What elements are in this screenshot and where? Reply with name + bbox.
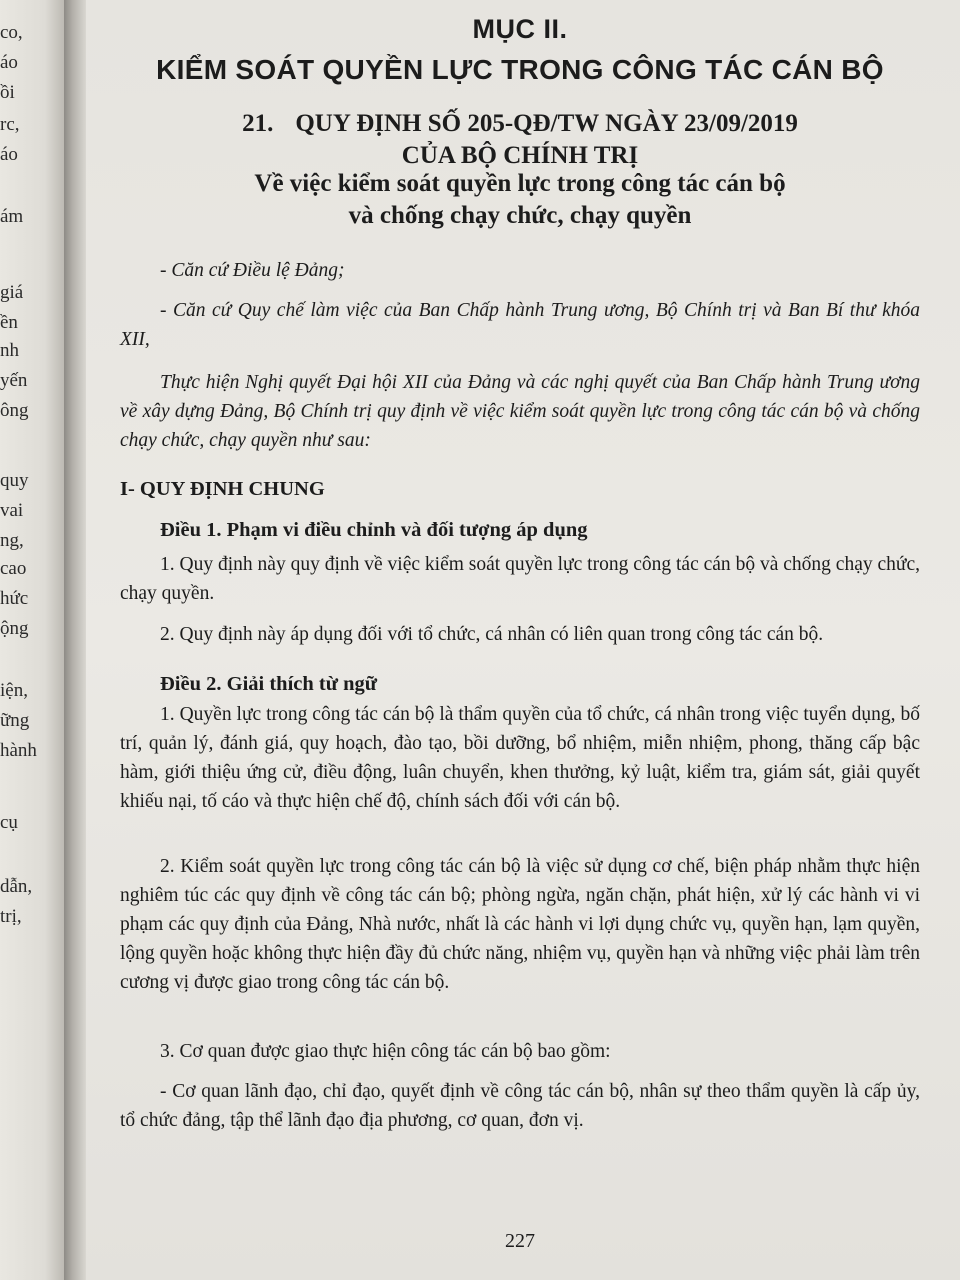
article-1-heading: Điều 1. Phạm vi điều chỉnh và đối tượng áp dụng [160,519,588,541]
facing-page-text-fragment: co, [0,22,23,43]
facing-page-text-fragment: ững [0,710,30,731]
facing-page-text-fragment: iện, [0,680,28,701]
regulation-subtitle-line2: và chống chạy chức, chạy quyền [348,202,692,229]
page-number: 227 [505,1230,535,1252]
book-page [86,0,960,1280]
facing-page-text-fragment: ng, [0,530,24,551]
regulation-subtitle-line1: Về việc kiểm soát quyền lực trong công tác cán bộ [254,170,786,197]
regulation-title-line1: QUY ĐỊNH SỐ 205-QĐ/TW NGÀY 23/09/2019 [295,110,798,137]
facing-page-text-fragment: cao [0,558,27,579]
article-2-clause-2: 2. Kiểm soát quyền lực trong công tác cán bộ là việc sử dụng cơ chế, biện pháp nhằm thực hiện nghiêm túc các quy định về công tác cán bộ; phòng ngừa, ngăn chặn, phát hiện, xử lý các hành vi vi phạm các quy định của Đảng, Nhà nước, nhất là các hành vi lợi dụng chức vụ, quyền hạn, lạm quyền, lộng quyền hoặc không thực hiện đầy đủ chức năng, nhiệm vụ, quyền hạn và những việc phải làm trên cương vị được giao trong công tác cán bộ. [120,856,920,993]
facing-page-text-fragment: ồi [0,82,15,103]
facing-page-text-fragment: dẫn, [0,876,33,897]
book-gutter [64,0,86,1280]
preamble-implementation: Thực hiện Nghị quyết Đại hội XII của Đảng và các nghị quyết của Ban Chấp hành Trung ương về xây dựng Đảng, Bộ Chính trị quy định về việc kiểm soát quyền lực trong công tác cán bộ và chống chạy chức, chạy quyền như sau: [120,372,920,451]
facing-page-text-fragment: cụ [0,812,18,833]
facing-page-text-fragment: rc, [0,114,20,135]
article-2-clause-3-item: - Cơ quan lãnh đạo, chỉ đạo, quyết định về công tác cán bộ, nhân sự theo thẩm quyền là cấp ủy, tổ chức đảng, tập thể lãnh đạo địa phương, cơ quan, đơn vị. [120,1081,920,1131]
facing-page-text-fragment: ông [0,400,29,421]
article-2-clause-1: 1. Quyền lực trong công tác cán bộ là thẩm quyền của tổ chức, cá nhân trong việc tuyển dụng, bố trí, quản lý, đánh giá, quy hoạch, đào tạo, bồi dưỡng, bổ nhiệm, miễn nhiệm, phong, thăng cấp bậc hàm, giới thiệu ứng cử, điều động, luân chuyển, khen thưởng, kỷ luật, kiểm tra, giám sát, giải quyết khiếu nại, tố cáo và thực hiện chế độ, chính sách đối với cán bộ. [120,704,920,812]
article-2-heading: Điều 2. Giải thích từ ngữ [160,673,378,695]
article-1-clause-2: 2. Quy định này áp dụng đối với tổ chức, cá nhân có liên quan trong công tác cán bộ. [160,624,824,645]
regulation-number: 21. [242,110,274,137]
facing-page-text-fragment: hức [0,588,29,609]
facing-page-text-fragment: vai [0,500,24,521]
chapter-heading: I- QUY ĐỊNH CHUNG [120,478,325,500]
regulation-subtitle [120,168,920,232]
facing-page-text-fragment: ám [0,206,24,227]
facing-page-text-fragment: áo [0,52,18,73]
facing-page-edge [0,0,64,1280]
regulation-title-line2: CỦA BỘ CHÍNH TRỊ [401,142,639,169]
facing-page-text-fragment: trị, [0,906,22,927]
facing-page-text-fragment: áo [0,144,18,165]
facing-page-text-fragment: nh [0,340,19,361]
facing-page-text-fragment: giá [0,282,24,303]
facing-page-text-fragment: hành [0,740,37,761]
section-label: MỤC II. [472,14,568,44]
article-2-clause-3: 3. Cơ quan được giao thực hiện công tác cán bộ bao gồm: [160,1041,611,1062]
regulation-title [120,108,920,172]
section-title: KIỂM SOÁT QUYỀN LỰC TRONG CÔNG TÁC CÁN BỘ [156,54,884,85]
facing-page-text-fragment: yến [0,370,28,391]
preamble-basis-2: - Căn cứ Quy chế làm việc của Ban Chấp hành Trung ương, Bộ Chính trị và Ban Bí thư khóa XII, [120,300,920,350]
facing-page-text-fragment: ền [0,312,18,333]
facing-page-text-fragment: quy [0,470,29,491]
facing-page-text-fragment: ộng [0,618,29,639]
article-1-clause-1: 1. Quy định này quy định về việc kiểm soát quyền lực trong công tác cán bộ và chống chạy chức, chạy quyền. [120,554,920,604]
preamble-basis-1: - Căn cứ Điều lệ Đảng; [160,260,345,281]
